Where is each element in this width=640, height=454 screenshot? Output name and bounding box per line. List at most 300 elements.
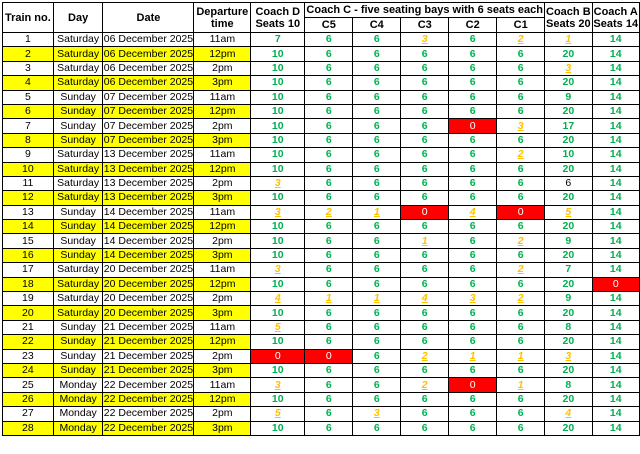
coach-b-cell: 9 <box>545 234 592 248</box>
coach-c5-cell: 6 <box>305 133 353 147</box>
train-no-cell: 15 <box>3 234 54 248</box>
coach-d-cell: 10 <box>251 162 305 176</box>
day-cell: Saturday <box>53 263 103 277</box>
coach-c1-cell: 0 <box>497 205 545 219</box>
coach-a-cell: 14 <box>592 421 639 435</box>
coach-c1-cell: 6 <box>497 320 545 334</box>
day-cell: Saturday <box>53 61 103 75</box>
coach-c4-cell: 1 <box>353 205 401 219</box>
date-cell: 06 December 2025 <box>103 61 194 74</box>
day-cell: Monday <box>53 392 103 406</box>
coach-c2-cell: 6 <box>449 392 497 406</box>
coach-c5-cell: 6 <box>305 306 353 320</box>
coach-d-cell: 10 <box>251 76 305 90</box>
coach-a-cell: 14 <box>592 320 639 334</box>
coach-c4-cell: 6 <box>353 263 401 277</box>
coach-a-cell: 14 <box>592 61 639 75</box>
departure-time-cell: 2pm <box>194 234 251 248</box>
day-cell: Saturday <box>53 47 103 61</box>
coach-c1-cell: 6 <box>497 47 545 61</box>
date-cell: 22 December 2025 <box>103 392 194 405</box>
coach-c5-cell: 6 <box>305 90 353 104</box>
coach-c1-cell: 1 <box>497 349 545 363</box>
coach-c2-cell: 6 <box>449 176 497 190</box>
coach-c2-cell: 6 <box>449 104 497 118</box>
train-no-cell: 28 <box>3 421 54 435</box>
coach-a-cell: 14 <box>592 248 639 262</box>
coach-c3-cell: 6 <box>401 76 449 90</box>
table-row <box>3 220 640 234</box>
coach-c2-cell: 6 <box>449 263 497 277</box>
coach-c3-cell: 6 <box>401 47 449 61</box>
coach-d-cell: 3 <box>251 176 305 190</box>
date-cell: 06 December 2025 <box>103 47 194 60</box>
coach-c1-cell: 6 <box>497 407 545 421</box>
departure-time-cell: 11am <box>194 205 251 219</box>
table-row <box>3 234 640 248</box>
coach-d-cell: 5 <box>251 320 305 334</box>
date-cell: 21 December 2025 <box>103 321 194 333</box>
coach-d-cell: 10 <box>251 392 305 406</box>
coach-d-cell: 10 <box>251 306 305 320</box>
day-cell: Monday <box>53 421 103 435</box>
train-no-cell: 8 <box>3 133 54 147</box>
departure-time-cell: 2pm <box>194 61 251 75</box>
departure-time-cell: 2pm <box>194 119 251 133</box>
table-body <box>3 33 640 436</box>
day-cell: Sunday <box>53 335 103 349</box>
coach-c5-cell: 6 <box>305 234 353 248</box>
train-no-cell: 10 <box>3 162 54 176</box>
coach-c3-cell: 6 <box>401 191 449 205</box>
coach-d-cell: 10 <box>251 61 305 75</box>
date-cell: 20 December 2025 <box>103 277 194 290</box>
train-no-cell: 16 <box>3 248 54 262</box>
day-cell: Monday <box>53 407 103 421</box>
coach-c2-cell: 6 <box>449 61 497 75</box>
coach-b-cell: 20 <box>545 335 592 349</box>
coach-c4-cell: 6 <box>353 277 401 291</box>
departure-time-cell: 12pm <box>194 392 251 406</box>
departure-time-cell: 11am <box>194 263 251 277</box>
departure-time-cell: 2pm <box>194 176 251 190</box>
departure-time-cell: 2pm <box>194 292 251 306</box>
date-cell: 06 December 2025 <box>103 33 194 46</box>
departure-time-cell: 12pm <box>194 47 251 61</box>
coach-c4-cell: 6 <box>353 76 401 90</box>
date-cell: 13 December 2025 <box>103 191 194 204</box>
departure-time-cell: 3pm <box>194 421 251 435</box>
coach-c5-cell: 6 <box>305 176 353 190</box>
coach-c2-cell: 6 <box>449 277 497 291</box>
date-cell: 22 December 2025 <box>103 407 194 420</box>
date-cell: 21 December 2025 <box>103 335 194 348</box>
coach-b-cell: 3 <box>545 61 592 75</box>
departure-time-cell: 2pm <box>194 349 251 363</box>
coach-c2-cell: 6 <box>449 363 497 377</box>
coach-a-cell: 14 <box>592 191 639 205</box>
day-cell: Sunday <box>53 363 103 377</box>
coach-c1-cell: 6 <box>497 133 545 147</box>
coach-c2-cell: 4 <box>449 205 497 219</box>
coach-a-cell: 14 <box>592 292 639 306</box>
train-no-cell: 13 <box>3 205 54 219</box>
day-cell: Saturday <box>53 33 103 47</box>
day-cell: Sunday <box>53 248 103 262</box>
table-row <box>3 263 640 277</box>
coach-d-cell: 3 <box>251 205 305 219</box>
coach-c3-cell: 6 <box>401 421 449 435</box>
train-no-cell: 23 <box>3 349 54 363</box>
coach-c5-cell: 6 <box>305 76 353 90</box>
table-row <box>3 292 640 306</box>
header-departure-time: Departure time <box>194 3 251 33</box>
date-cell: 13 December 2025 <box>103 148 194 161</box>
coach-c3-cell: 6 <box>401 320 449 334</box>
day-cell: Sunday <box>53 104 103 118</box>
table-row <box>3 421 640 435</box>
coach-c3-cell: 6 <box>401 61 449 75</box>
coach-a-cell: 0 <box>592 277 639 291</box>
coach-c3-cell: 6 <box>401 392 449 406</box>
coach-c3-cell: 6 <box>401 162 449 176</box>
departure-time-cell: 3pm <box>194 363 251 377</box>
train-no-cell: 21 <box>3 320 54 334</box>
coach-c2-cell: 3 <box>449 292 497 306</box>
coach-c4-cell: 6 <box>353 90 401 104</box>
day-cell: Sunday <box>53 119 103 133</box>
table-row <box>3 90 640 104</box>
day-cell: Saturday <box>53 176 103 190</box>
date-cell: 22 December 2025 <box>103 378 194 391</box>
table-row <box>3 407 640 421</box>
departure-time-cell: 11am <box>194 320 251 334</box>
coach-c1-cell: 2 <box>497 234 545 248</box>
departure-time-cell: 12pm <box>194 277 251 291</box>
coach-c5-cell: 6 <box>305 162 353 176</box>
coach-a-cell: 14 <box>592 363 639 377</box>
coach-d-cell: 10 <box>251 47 305 61</box>
date-cell: 14 December 2025 <box>103 205 194 218</box>
date-cell: 07 December 2025 <box>103 105 194 118</box>
coach-c4-cell: 6 <box>353 378 401 392</box>
coach-c4-cell: 6 <box>353 320 401 334</box>
coach-d-cell: 3 <box>251 263 305 277</box>
day-cell: Sunday <box>53 133 103 147</box>
date-cell: 21 December 2025 <box>103 349 194 362</box>
coach-c4-cell: 6 <box>353 47 401 61</box>
coach-d-cell: 10 <box>251 421 305 435</box>
coach-a-cell: 14 <box>592 90 639 104</box>
header-train-no: Train no. <box>3 3 54 33</box>
train-no-cell: 5 <box>3 90 54 104</box>
departure-time-cell: 3pm <box>194 76 251 90</box>
table-row <box>3 191 640 205</box>
date-cell: 13 December 2025 <box>103 177 194 190</box>
coach-b-cell: 20 <box>545 248 592 262</box>
coach-d-cell: 10 <box>251 104 305 118</box>
coach-c5-cell: 0 <box>305 349 353 363</box>
coach-c1-cell: 2 <box>497 148 545 162</box>
table-row <box>3 33 640 47</box>
coach-c2-cell: 6 <box>449 306 497 320</box>
coach-d-cell: 10 <box>251 277 305 291</box>
train-no-cell: 26 <box>3 392 54 406</box>
coach-b-cell: 20 <box>545 363 592 377</box>
coach-c1-cell: 6 <box>497 176 545 190</box>
coach-c4-cell: 6 <box>353 349 401 363</box>
coach-c1-cell: 6 <box>497 61 545 75</box>
coach-c5-cell: 2 <box>305 205 353 219</box>
date-cell: 22 December 2025 <box>103 421 194 434</box>
header-date: Date <box>103 3 194 33</box>
departure-time-cell: 12pm <box>194 162 251 176</box>
coach-b-cell: 20 <box>545 47 592 61</box>
coach-c3-cell: 2 <box>401 378 449 392</box>
date-cell: 20 December 2025 <box>103 292 194 305</box>
train-no-cell: 4 <box>3 76 54 90</box>
coach-a-cell: 14 <box>592 349 639 363</box>
day-cell: Sunday <box>53 90 103 104</box>
seat-availability-table <box>2 2 640 436</box>
coach-c4-cell: 6 <box>353 191 401 205</box>
day-cell: Sunday <box>53 205 103 219</box>
coach-b-cell: 20 <box>545 133 592 147</box>
coach-b-cell: 9 <box>545 292 592 306</box>
header-c2: C2 <box>449 18 497 33</box>
coach-a-cell: 14 <box>592 104 639 118</box>
header-c5: C5 <box>305 18 353 33</box>
coach-d-cell: 10 <box>251 220 305 234</box>
coach-c4-cell: 6 <box>353 248 401 262</box>
coach-b-cell: 20 <box>545 76 592 90</box>
coach-c4-cell: 6 <box>353 162 401 176</box>
coach-a-cell: 14 <box>592 119 639 133</box>
departure-time-cell: 12pm <box>194 220 251 234</box>
train-no-cell: 2 <box>3 47 54 61</box>
coach-c5-cell: 6 <box>305 220 353 234</box>
train-no-cell: 27 <box>3 407 54 421</box>
coach-b-cell: 20 <box>545 162 592 176</box>
date-cell: 20 December 2025 <box>103 306 194 319</box>
day-cell: Sunday <box>53 349 103 363</box>
coach-c3-cell: 6 <box>401 407 449 421</box>
train-no-cell: 11 <box>3 176 54 190</box>
coach-c2-cell: 6 <box>449 421 497 435</box>
coach-c2-cell: 6 <box>449 162 497 176</box>
train-no-cell: 22 <box>3 335 54 349</box>
train-no-cell: 6 <box>3 104 54 118</box>
coach-b-cell: 20 <box>545 220 592 234</box>
coach-c5-cell: 6 <box>305 61 353 75</box>
coach-c1-cell: 6 <box>497 363 545 377</box>
coach-c2-cell: 6 <box>449 47 497 61</box>
table-row <box>3 277 640 291</box>
header-day: Day <box>53 3 103 33</box>
coach-a-cell: 14 <box>592 47 639 61</box>
train-no-cell: 20 <box>3 306 54 320</box>
coach-a-cell: 14 <box>592 162 639 176</box>
coach-c5-cell: 6 <box>305 335 353 349</box>
coach-c4-cell: 6 <box>353 392 401 406</box>
day-cell: Saturday <box>53 306 103 320</box>
coach-d-cell: 7 <box>251 33 305 47</box>
coach-c4-cell: 6 <box>353 119 401 133</box>
coach-c4-cell: 3 <box>353 407 401 421</box>
train-no-cell: 9 <box>3 148 54 162</box>
coach-a-cell: 14 <box>592 392 639 406</box>
coach-c4-cell: 6 <box>353 363 401 377</box>
train-no-cell: 17 <box>3 263 54 277</box>
coach-b-cell: 20 <box>545 191 592 205</box>
coach-c4-cell: 6 <box>353 61 401 75</box>
coach-c4-cell: 6 <box>353 306 401 320</box>
coach-b-cell: 8 <box>545 320 592 334</box>
coach-c4-cell: 1 <box>353 292 401 306</box>
seat-availability-sheet <box>2 2 640 436</box>
coach-b-cell: 8 <box>545 378 592 392</box>
coach-a-cell: 14 <box>592 76 639 90</box>
table-row <box>3 378 640 392</box>
coach-a-cell: 14 <box>592 148 639 162</box>
coach-d-cell: 10 <box>251 119 305 133</box>
coach-c2-cell: 6 <box>449 191 497 205</box>
coach-b-cell: 4 <box>545 407 592 421</box>
table-row <box>3 133 640 147</box>
coach-d-cell: 3 <box>251 378 305 392</box>
coach-c3-cell: 6 <box>401 119 449 133</box>
day-cell: Saturday <box>53 277 103 291</box>
table-row <box>3 104 640 118</box>
table-row <box>3 392 640 406</box>
coach-c3-cell: 6 <box>401 104 449 118</box>
day-cell: Sunday <box>53 220 103 234</box>
coach-b-cell: 6 <box>545 176 592 190</box>
coach-c5-cell: 6 <box>305 119 353 133</box>
coach-c5-cell: 6 <box>305 191 353 205</box>
coach-d-cell: 4 <box>251 292 305 306</box>
coach-c1-cell: 6 <box>497 335 545 349</box>
train-no-cell: 12 <box>3 191 54 205</box>
table-row <box>3 119 640 133</box>
coach-d-cell: 10 <box>251 133 305 147</box>
coach-c3-cell: 6 <box>401 220 449 234</box>
coach-b-cell: 20 <box>545 421 592 435</box>
train-no-cell: 24 <box>3 363 54 377</box>
coach-c3-cell: 6 <box>401 248 449 262</box>
coach-d-cell: 10 <box>251 90 305 104</box>
coach-c2-cell: 6 <box>449 407 497 421</box>
coach-d-cell: 0 <box>251 349 305 363</box>
coach-c2-cell: 6 <box>449 90 497 104</box>
train-no-cell: 14 <box>3 220 54 234</box>
coach-a-cell: 14 <box>592 263 639 277</box>
date-cell: 14 December 2025 <box>103 249 194 262</box>
coach-b-cell: 3 <box>545 349 592 363</box>
coach-c4-cell: 6 <box>353 421 401 435</box>
table-row <box>3 363 640 377</box>
coach-c2-cell: 6 <box>449 148 497 162</box>
coach-a-cell: 14 <box>592 407 639 421</box>
coach-c2-cell: 6 <box>449 76 497 90</box>
coach-c4-cell: 6 <box>353 176 401 190</box>
table-row <box>3 335 640 349</box>
coach-a-cell: 14 <box>592 378 639 392</box>
coach-b-cell: 20 <box>545 392 592 406</box>
coach-c1-cell: 6 <box>497 162 545 176</box>
coach-a-cell: 14 <box>592 205 639 219</box>
coach-c4-cell: 6 <box>353 33 401 47</box>
departure-time-cell: 11am <box>194 33 251 47</box>
coach-c2-cell: 6 <box>449 220 497 234</box>
coach-c3-cell: 4 <box>401 292 449 306</box>
coach-b-cell: 7 <box>545 263 592 277</box>
coach-c4-cell: 6 <box>353 148 401 162</box>
coach-c1-cell: 2 <box>497 263 545 277</box>
day-cell: Saturday <box>53 76 103 90</box>
coach-c3-cell: 6 <box>401 148 449 162</box>
coach-a-cell: 14 <box>592 133 639 147</box>
coach-b-cell: 20 <box>545 306 592 320</box>
coach-c2-cell: 1 <box>449 349 497 363</box>
coach-c5-cell: 6 <box>305 263 353 277</box>
day-cell: Saturday <box>53 148 103 162</box>
coach-c4-cell: 6 <box>353 104 401 118</box>
date-cell: 07 December 2025 <box>103 119 194 132</box>
table-row <box>3 162 640 176</box>
coach-c3-cell: 2 <box>401 349 449 363</box>
coach-c1-cell: 1 <box>497 378 545 392</box>
departure-time-cell: 3pm <box>194 191 251 205</box>
header-c1: C1 <box>497 18 545 33</box>
train-no-cell: 19 <box>3 292 54 306</box>
table-row <box>3 248 640 262</box>
coach-c2-cell: 0 <box>449 378 497 392</box>
header-coach-a: Coach A Seats 14 <box>592 3 639 33</box>
train-no-cell: 25 <box>3 378 54 392</box>
departure-time-cell: 3pm <box>194 306 251 320</box>
date-cell: 07 December 2025 <box>103 133 194 146</box>
coach-c1-cell: 6 <box>497 421 545 435</box>
day-cell: Saturday <box>53 191 103 205</box>
coach-c1-cell: 6 <box>497 104 545 118</box>
header-coach-b: Coach B Seats 20 <box>545 3 592 33</box>
coach-c3-cell: 6 <box>401 363 449 377</box>
coach-a-cell: 14 <box>592 335 639 349</box>
coach-c3-cell: 0 <box>401 205 449 219</box>
coach-c5-cell: 6 <box>305 148 353 162</box>
coach-c2-cell: 6 <box>449 33 497 47</box>
coach-c4-cell: 6 <box>353 133 401 147</box>
train-no-cell: 3 <box>3 61 54 75</box>
coach-a-cell: 14 <box>592 234 639 248</box>
coach-d-cell: 10 <box>251 363 305 377</box>
coach-d-cell: 10 <box>251 248 305 262</box>
coach-c3-cell: 6 <box>401 90 449 104</box>
coach-c2-cell: 6 <box>449 234 497 248</box>
coach-c1-cell: 6 <box>497 306 545 320</box>
coach-a-cell: 14 <box>592 220 639 234</box>
departure-time-cell: 11am <box>194 90 251 104</box>
coach-c1-cell: 2 <box>497 33 545 47</box>
departure-time-cell: 12pm <box>194 104 251 118</box>
coach-a-cell: 14 <box>592 176 639 190</box>
coach-c4-cell: 6 <box>353 234 401 248</box>
coach-c1-cell: 6 <box>497 220 545 234</box>
coach-c1-cell: 6 <box>497 248 545 262</box>
date-cell: 07 December 2025 <box>103 90 194 103</box>
coach-c2-cell: 6 <box>449 248 497 262</box>
